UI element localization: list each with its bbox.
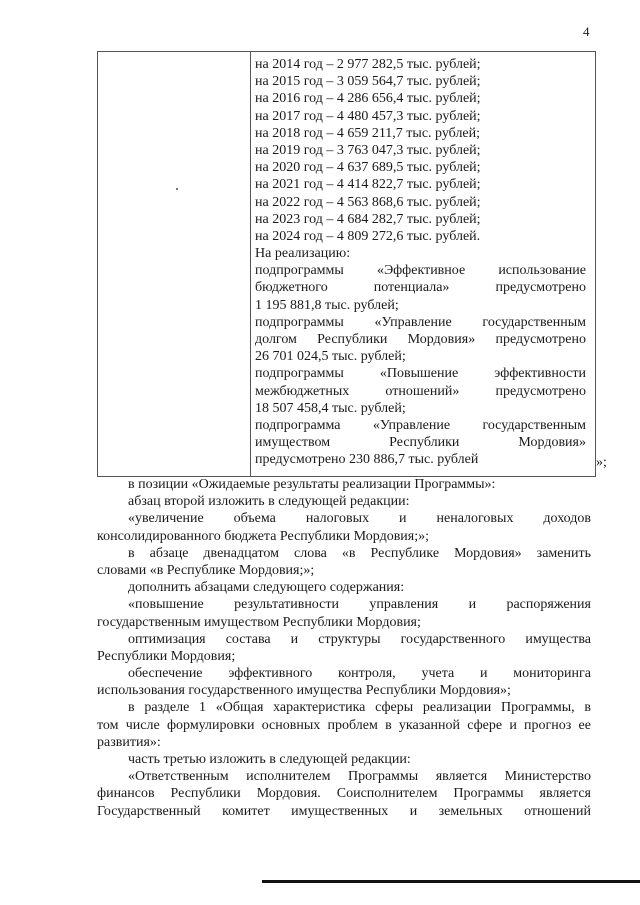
word: ее bbox=[578, 717, 591, 733]
word: формулировки bbox=[166, 717, 255, 733]
word: проблем bbox=[327, 717, 378, 733]
text-line: 1 195 881,8 тыс. рублей; bbox=[255, 297, 399, 313]
scan-edge-line bbox=[262, 880, 640, 883]
word: подпрограмма bbox=[255, 417, 341, 433]
word: подпрограммы bbox=[255, 314, 344, 330]
word: предусмотрено bbox=[495, 332, 586, 347]
word: отношений bbox=[524, 803, 591, 819]
text-line: на 2015 год – 3 059 564,7 тыс. рублей; bbox=[255, 74, 481, 90]
word: финансов bbox=[97, 786, 155, 802]
word: объема bbox=[233, 511, 276, 527]
text-line: на 2016 год – 4 286 656,4 тыс. рублей; bbox=[255, 91, 481, 107]
word: слова bbox=[294, 545, 327, 561]
justified-line bbox=[255, 331, 586, 348]
funding-cell bbox=[255, 56, 586, 469]
word: Республики bbox=[317, 332, 388, 347]
page-number: 4 bbox=[583, 24, 590, 39]
word: государственным bbox=[482, 417, 586, 433]
text-line: на 2022 год – 4 563 868,6 тыс. рублей; bbox=[255, 194, 481, 210]
word: «увеличение bbox=[128, 511, 204, 527]
justified-line bbox=[255, 417, 586, 434]
word: потенциала» bbox=[373, 280, 450, 296]
text-line: на 2014 год – 2 977 282,5 тыс. рублей; bbox=[255, 57, 481, 72]
word: указанной bbox=[398, 717, 460, 733]
word: Мордовия» bbox=[407, 332, 476, 347]
program-passport-table bbox=[97, 51, 596, 477]
text-line: в позиции «Ожидаемые результаты реализации Программы»: bbox=[128, 477, 496, 492]
word: оптимизация bbox=[128, 631, 206, 647]
text-line: развития»: bbox=[97, 734, 161, 750]
word: двенадцатом bbox=[203, 545, 279, 561]
word: отношений» bbox=[385, 383, 460, 399]
text-line: на 2021 год – 4 414 822,7 тыс. рублей; bbox=[255, 177, 481, 193]
word: Республики bbox=[170, 786, 241, 802]
word: Программы, bbox=[500, 700, 575, 716]
justified-line bbox=[97, 699, 591, 716]
justified-line bbox=[255, 314, 586, 331]
word: подпрограммы bbox=[255, 366, 344, 382]
justified-line bbox=[97, 785, 591, 802]
word: Соисполнителем bbox=[336, 786, 438, 802]
text-line: словами «в Республике Мордовия;»; bbox=[97, 562, 315, 578]
word: обеспечение bbox=[128, 666, 203, 682]
word: комитет bbox=[222, 803, 270, 819]
word: «Ответственным bbox=[128, 769, 229, 785]
word: эффективного bbox=[228, 666, 313, 682]
word: в bbox=[128, 545, 135, 561]
word: 1 bbox=[199, 700, 207, 716]
word: налоговых bbox=[305, 511, 370, 527]
word: использование bbox=[498, 263, 586, 279]
word: является bbox=[435, 769, 488, 785]
text-line: предусмотрено 230 886,7 тыс. рублей bbox=[255, 452, 479, 468]
word: является bbox=[539, 786, 591, 802]
word: структуры bbox=[318, 631, 381, 647]
word: предусмотрено bbox=[495, 383, 586, 399]
word: имущества bbox=[525, 631, 591, 647]
word: Республике bbox=[370, 545, 440, 561]
word: абзаце bbox=[149, 545, 189, 561]
word: Программы bbox=[347, 769, 419, 785]
word: межбюджетных bbox=[255, 383, 350, 399]
word: и bbox=[509, 717, 517, 733]
justified-line bbox=[97, 717, 591, 734]
word: предусмотрено bbox=[495, 280, 586, 296]
text-line: 26 701 024,5 тыс. рублей; bbox=[255, 349, 406, 365]
word: «Общая bbox=[215, 700, 264, 716]
justified-line bbox=[97, 665, 591, 682]
text-line: использования государственного имущества Республики Мордовия»; bbox=[97, 683, 511, 699]
word: имущественных bbox=[291, 803, 389, 819]
word: и bbox=[409, 803, 418, 819]
word: доходов bbox=[543, 511, 591, 527]
justified-line bbox=[255, 365, 586, 382]
text-line: 18 507 458,4 тыс. рублей; bbox=[255, 400, 406, 416]
text-line: на 2019 год – 3 763 047,3 тыс. рублей; bbox=[255, 142, 481, 158]
word: заменить bbox=[536, 545, 591, 561]
word: основных bbox=[261, 717, 321, 733]
word: и bbox=[479, 666, 488, 682]
word: Программы bbox=[453, 786, 524, 802]
word: учета bbox=[421, 666, 455, 682]
word: Мордовия» bbox=[454, 545, 522, 561]
word: результативности bbox=[234, 597, 339, 613]
word: и bbox=[468, 597, 477, 613]
justified-line bbox=[97, 510, 591, 527]
text-line: на 2024 год – 4 809 272,6 тыс. рублей. bbox=[255, 228, 481, 244]
word: Республики bbox=[389, 435, 460, 451]
word: «Эффективное bbox=[376, 263, 466, 279]
justified-line bbox=[97, 768, 591, 785]
word: Мордовия. bbox=[256, 786, 321, 802]
text-line: на 2020 год – 4 637 689,5 тыс. рублей; bbox=[255, 160, 481, 176]
text-line: на 2023 год – 4 684 282,7 тыс. рублей; bbox=[255, 211, 481, 227]
justified-line bbox=[97, 803, 591, 820]
word: разделе bbox=[144, 700, 190, 716]
word: контроля, bbox=[338, 666, 396, 682]
word: распоряжения bbox=[506, 597, 591, 613]
justified-line bbox=[255, 383, 586, 400]
word: «в bbox=[341, 545, 356, 561]
justified-line bbox=[255, 279, 586, 296]
word: «Управление bbox=[374, 314, 452, 330]
word: Мордовия» bbox=[518, 435, 586, 451]
word: земельных bbox=[438, 803, 503, 819]
word: «Повышение bbox=[379, 366, 459, 382]
word: Государственный bbox=[97, 803, 201, 819]
word: Министерство bbox=[504, 769, 591, 785]
word: прогноз bbox=[524, 717, 572, 733]
word: государственного bbox=[400, 631, 506, 647]
word: и bbox=[399, 511, 407, 527]
amendment-text bbox=[97, 476, 591, 820]
word: государственным bbox=[482, 314, 586, 330]
word: «Управление bbox=[372, 417, 451, 433]
text-line: На реализацию: bbox=[255, 246, 351, 262]
word: управления bbox=[369, 597, 439, 613]
word: и bbox=[290, 631, 299, 647]
justified-line bbox=[255, 262, 586, 279]
word: мониторинга bbox=[513, 666, 591, 682]
word: сферы bbox=[375, 700, 414, 716]
text-line: Республики Мордовия; bbox=[97, 648, 236, 664]
word: реализации bbox=[422, 700, 492, 716]
word: «повышение bbox=[128, 597, 204, 613]
text-line: консолидированного бюджета Республики Мордовия;»; bbox=[97, 528, 430, 544]
word: неналоговых bbox=[436, 511, 514, 527]
justified-line bbox=[97, 596, 591, 613]
table-closing-quote: »; bbox=[596, 455, 607, 470]
scan-speck bbox=[176, 188, 178, 190]
word: характеристика bbox=[273, 700, 366, 716]
word: подпрограммы bbox=[255, 263, 344, 279]
text-line: абзац второй изложить в следующей редакции: bbox=[128, 494, 410, 510]
word: сфере bbox=[467, 717, 503, 733]
justified-line bbox=[255, 434, 586, 451]
table-column-divider bbox=[250, 52, 251, 476]
word: исполнителем bbox=[246, 769, 331, 785]
text-line: дополнить абзацами следующего содержания: bbox=[128, 580, 405, 596]
text-line: на 2017 год – 4 480 457,3 тыс. рублей; bbox=[255, 108, 481, 124]
word: в bbox=[385, 717, 392, 733]
word: долгом bbox=[255, 332, 297, 347]
word: эффективности bbox=[494, 366, 586, 382]
word: бюджетного bbox=[255, 280, 328, 296]
word: состава bbox=[225, 631, 271, 647]
word: в bbox=[584, 700, 591, 716]
justified-line bbox=[97, 545, 591, 562]
word: том bbox=[97, 717, 119, 733]
word: в bbox=[128, 700, 135, 716]
text-line: государственным имуществом Республики Мордовия; bbox=[97, 614, 421, 630]
word: имуществом bbox=[255, 435, 331, 451]
text-line: часть третью изложить в следующей редакции: bbox=[128, 752, 411, 767]
text-line: на 2018 год – 4 659 211,7 тыс. рублей; bbox=[255, 125, 481, 141]
word: числе bbox=[125, 717, 160, 733]
justified-line bbox=[97, 631, 591, 648]
